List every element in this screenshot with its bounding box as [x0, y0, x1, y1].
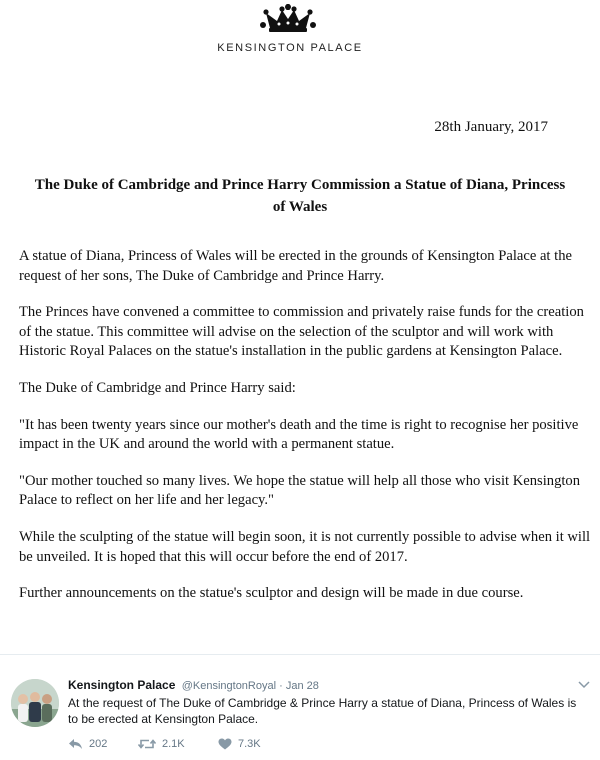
reply-count: 202	[89, 738, 108, 750]
statement-body	[19, 247, 591, 621]
retweet-count: 2.1K	[162, 738, 185, 750]
crown-crest-icon	[255, 4, 321, 36]
tweet-header	[68, 678, 319, 692]
paragraph: The Princes have convened a committee to commission and privately raise funds for the creation of the statue. This committee will advise on the selection of the sculptor and will work with Historic Royal Palaces on the statue's installation in the public gardens at Kensington Palace.	[19, 304, 584, 360]
paragraph: Further announcements on the statue's sculptor and design will be made in due course.	[19, 585, 524, 602]
palace-name: KENSINGTON PALACE	[217, 42, 363, 54]
retweet-icon	[138, 738, 156, 750]
like-button[interactable]	[218, 738, 261, 750]
chevron-down-icon	[578, 681, 590, 689]
tweet-handle[interactable]: @KensingtonRoyal · Jan 28	[181, 680, 319, 692]
reply-button[interactable]	[68, 738, 107, 750]
paragraph: "Our mother touched so many lives. We hope the statue will help all those who visit Kensington Palace to reflect on her life and her legacy."	[19, 472, 581, 509]
paragraph: "It has been twenty years since our mother's death and the time is right to recognise her positive impact in the UK and around the world with a permanent statue.	[19, 416, 579, 453]
statement-headline: The Duke of Cambridge and Prince Harry Commission a Statue of Diana, Princess of Wales	[34, 177, 566, 215]
divider	[0, 654, 600, 655]
paragraph: A statue of Diana, Princess of Wales will be erected in the grounds of Kensington Palace at the request of her sons, The Duke of Cambridge and Prince Harry.	[19, 248, 572, 284]
tweet-text: At the request of The Duke of Cambridge & Prince Harry a statue of Diana, Princess of Wales is to be erected at Kensington Palace.	[68, 696, 577, 726]
paragraph: While the sculpting of the statue will begin soon, it is not currently possible to advise when it will be unveiled. It is hoped that this will occur before the end of 2017.	[19, 528, 591, 565]
paragraph: The Duke of Cambridge and Prince Harry said:	[19, 379, 296, 396]
heart-icon	[218, 738, 232, 750]
retweet-button[interactable]	[138, 738, 185, 750]
tweet-card[interactable]	[0, 668, 600, 760]
avatar[interactable]	[11, 679, 59, 727]
statement-date: 28th January, 2017	[434, 119, 548, 135]
tweet-menu-button[interactable]	[578, 678, 590, 692]
avatar-photo-icon	[11, 679, 59, 727]
like-count: 7.3K	[238, 738, 261, 750]
reply-icon	[68, 738, 83, 750]
tweet-author-name[interactable]: Kensington Palace	[68, 678, 176, 692]
